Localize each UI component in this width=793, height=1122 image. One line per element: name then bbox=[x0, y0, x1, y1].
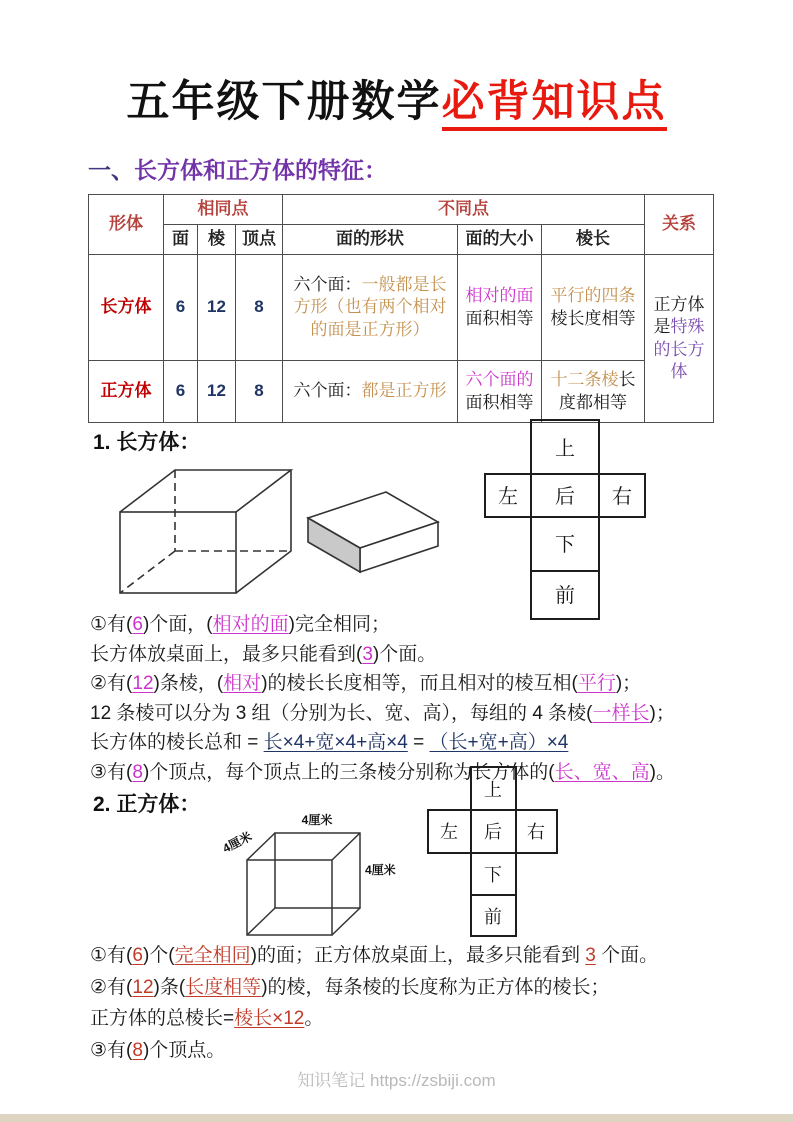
cube-edge-label-right: 4厘米 bbox=[365, 863, 396, 877]
note-line: 12 条棱可以分为 3 组（分别为长、宽、高），每组的 4 条棱(一样长)； bbox=[90, 702, 675, 724]
title-black-text: 五年级下册数学 bbox=[126, 78, 442, 126]
net-label-front: 前 bbox=[555, 585, 575, 607]
header-diff: 不同点 bbox=[283, 195, 645, 225]
note-line: ②有(12)条(长度相等)的棱，每条棱的长度称为正方体的棱长； bbox=[90, 976, 610, 998]
relation-cell: 正方体是特殊的长方体 bbox=[645, 255, 714, 423]
header-vertex: 顶点 bbox=[236, 225, 283, 255]
header-edge-length: 棱长 bbox=[542, 225, 645, 255]
cube-net-diagram bbox=[427, 766, 559, 938]
section-heading bbox=[88, 152, 387, 185]
cuboid-wireframe-diagram bbox=[108, 460, 303, 605]
cuboid-edge-length-cell: 平行的四条棱长度相等 bbox=[542, 255, 645, 361]
features-table bbox=[88, 194, 714, 423]
cuboid-notes bbox=[90, 610, 675, 787]
header-relation: 关系 bbox=[645, 195, 714, 255]
net-label-back: 后 bbox=[555, 486, 575, 508]
subsection-title-cuboid: 1. 长方体： bbox=[93, 431, 201, 454]
net2-label-front: 前 bbox=[484, 907, 502, 927]
note-line-formula: 长方体的棱长总和 = 长×4+宽×4+高×4 = （长+宽+高）×4 bbox=[90, 732, 569, 753]
net2-label-left: 左 bbox=[440, 822, 458, 842]
cube-face-shape-cell: 六个面：都是正方形 bbox=[283, 361, 458, 423]
cube-edge-length-cell: 十二条棱长度都相等 bbox=[542, 361, 645, 423]
footer-watermark: 知识笔记 https://zsbiji.com bbox=[297, 1071, 496, 1090]
cuboid-vertices-count: 8 bbox=[236, 255, 283, 361]
header-edge: 棱 bbox=[198, 225, 236, 255]
net-label-left: 左 bbox=[498, 486, 518, 508]
page-bottom-edge bbox=[0, 1114, 793, 1122]
net-label-up: 上 bbox=[555, 438, 575, 460]
row-label-cuboid: 长方体 bbox=[89, 255, 164, 361]
cuboid-faces-count: 6 bbox=[164, 255, 198, 361]
note-line: ③有(8)个顶点。 bbox=[90, 1039, 226, 1061]
row-label-cube: 正方体 bbox=[89, 361, 164, 423]
cuboid-solid-diagram bbox=[302, 486, 447, 578]
net2-label-right: 右 bbox=[527, 822, 545, 842]
note-line-formula: 正方体的总棱长=棱长×12。 bbox=[90, 1008, 324, 1029]
cube-notes bbox=[90, 940, 658, 1066]
net-label-down: 下 bbox=[555, 534, 575, 556]
net-label-right: 右 bbox=[612, 486, 632, 508]
cuboid-net-diagram bbox=[484, 419, 649, 621]
cuboid-face-shape-cell: 六个面：一般都是长方形（也有两个相对的面是正方形） bbox=[283, 255, 458, 361]
cuboid-front-face bbox=[120, 512, 236, 593]
header-shape: 形体 bbox=[89, 195, 164, 255]
note-line: ②有(12)条棱，(相对)的棱长长度相等，而且相对的棱互相(平行)； bbox=[90, 673, 642, 694]
cube-faces-count: 6 bbox=[164, 361, 198, 423]
cube-front-face bbox=[247, 860, 332, 935]
page-title bbox=[0, 68, 793, 129]
note-line: ③有(8)个顶点，每个顶点上的三条棱分别称为长方体的(长、宽、高)。 bbox=[90, 761, 675, 783]
cube-edge-label-top: 4厘米 bbox=[301, 813, 333, 827]
cuboid-edges-count: 12 bbox=[198, 255, 236, 361]
section-heading-text: 长方体和正方体的特征： bbox=[134, 157, 387, 183]
cube-edge-label-left: 4厘米 bbox=[220, 829, 255, 856]
cuboid-right-edges bbox=[236, 470, 291, 593]
cube-vertices-count: 8 bbox=[236, 361, 283, 423]
section-number: 一、 bbox=[88, 157, 134, 183]
subsection-title-cube: 2. 正方体： bbox=[93, 793, 201, 816]
cuboid-hidden-edges bbox=[120, 470, 291, 593]
header-face-size: 面的大小 bbox=[458, 225, 542, 255]
cube-diagram bbox=[205, 798, 405, 943]
cuboid-top-face bbox=[120, 470, 291, 512]
cuboid-face-size-cell: 相对的面面积相等 bbox=[458, 255, 542, 361]
net2-label-up: 上 bbox=[484, 780, 502, 800]
header-face: 面 bbox=[164, 225, 198, 255]
cube-edges-count: 12 bbox=[198, 361, 236, 423]
cube-face-size-cell: 六个面的面积相等 bbox=[458, 361, 542, 423]
net2-label-back: 后 bbox=[484, 822, 502, 842]
note-line: ①有(6)个面，(相对的面)完全相同； bbox=[90, 614, 390, 635]
cube-connecting-edges bbox=[247, 833, 360, 935]
note-line: ①有(6)个(完全相同)的面；正方体放桌面上，最多只能看到 3 个面。 bbox=[90, 945, 659, 966]
cube-back-face bbox=[275, 833, 360, 908]
note-line: 长方体放桌面上，最多只能看到(3)个面。 bbox=[90, 643, 437, 665]
header-face-shape: 面的形状 bbox=[283, 225, 458, 255]
title-red-text: 必背知识点 bbox=[442, 78, 667, 131]
header-same: 相同点 bbox=[164, 195, 283, 225]
net2-label-down: 下 bbox=[484, 865, 502, 885]
